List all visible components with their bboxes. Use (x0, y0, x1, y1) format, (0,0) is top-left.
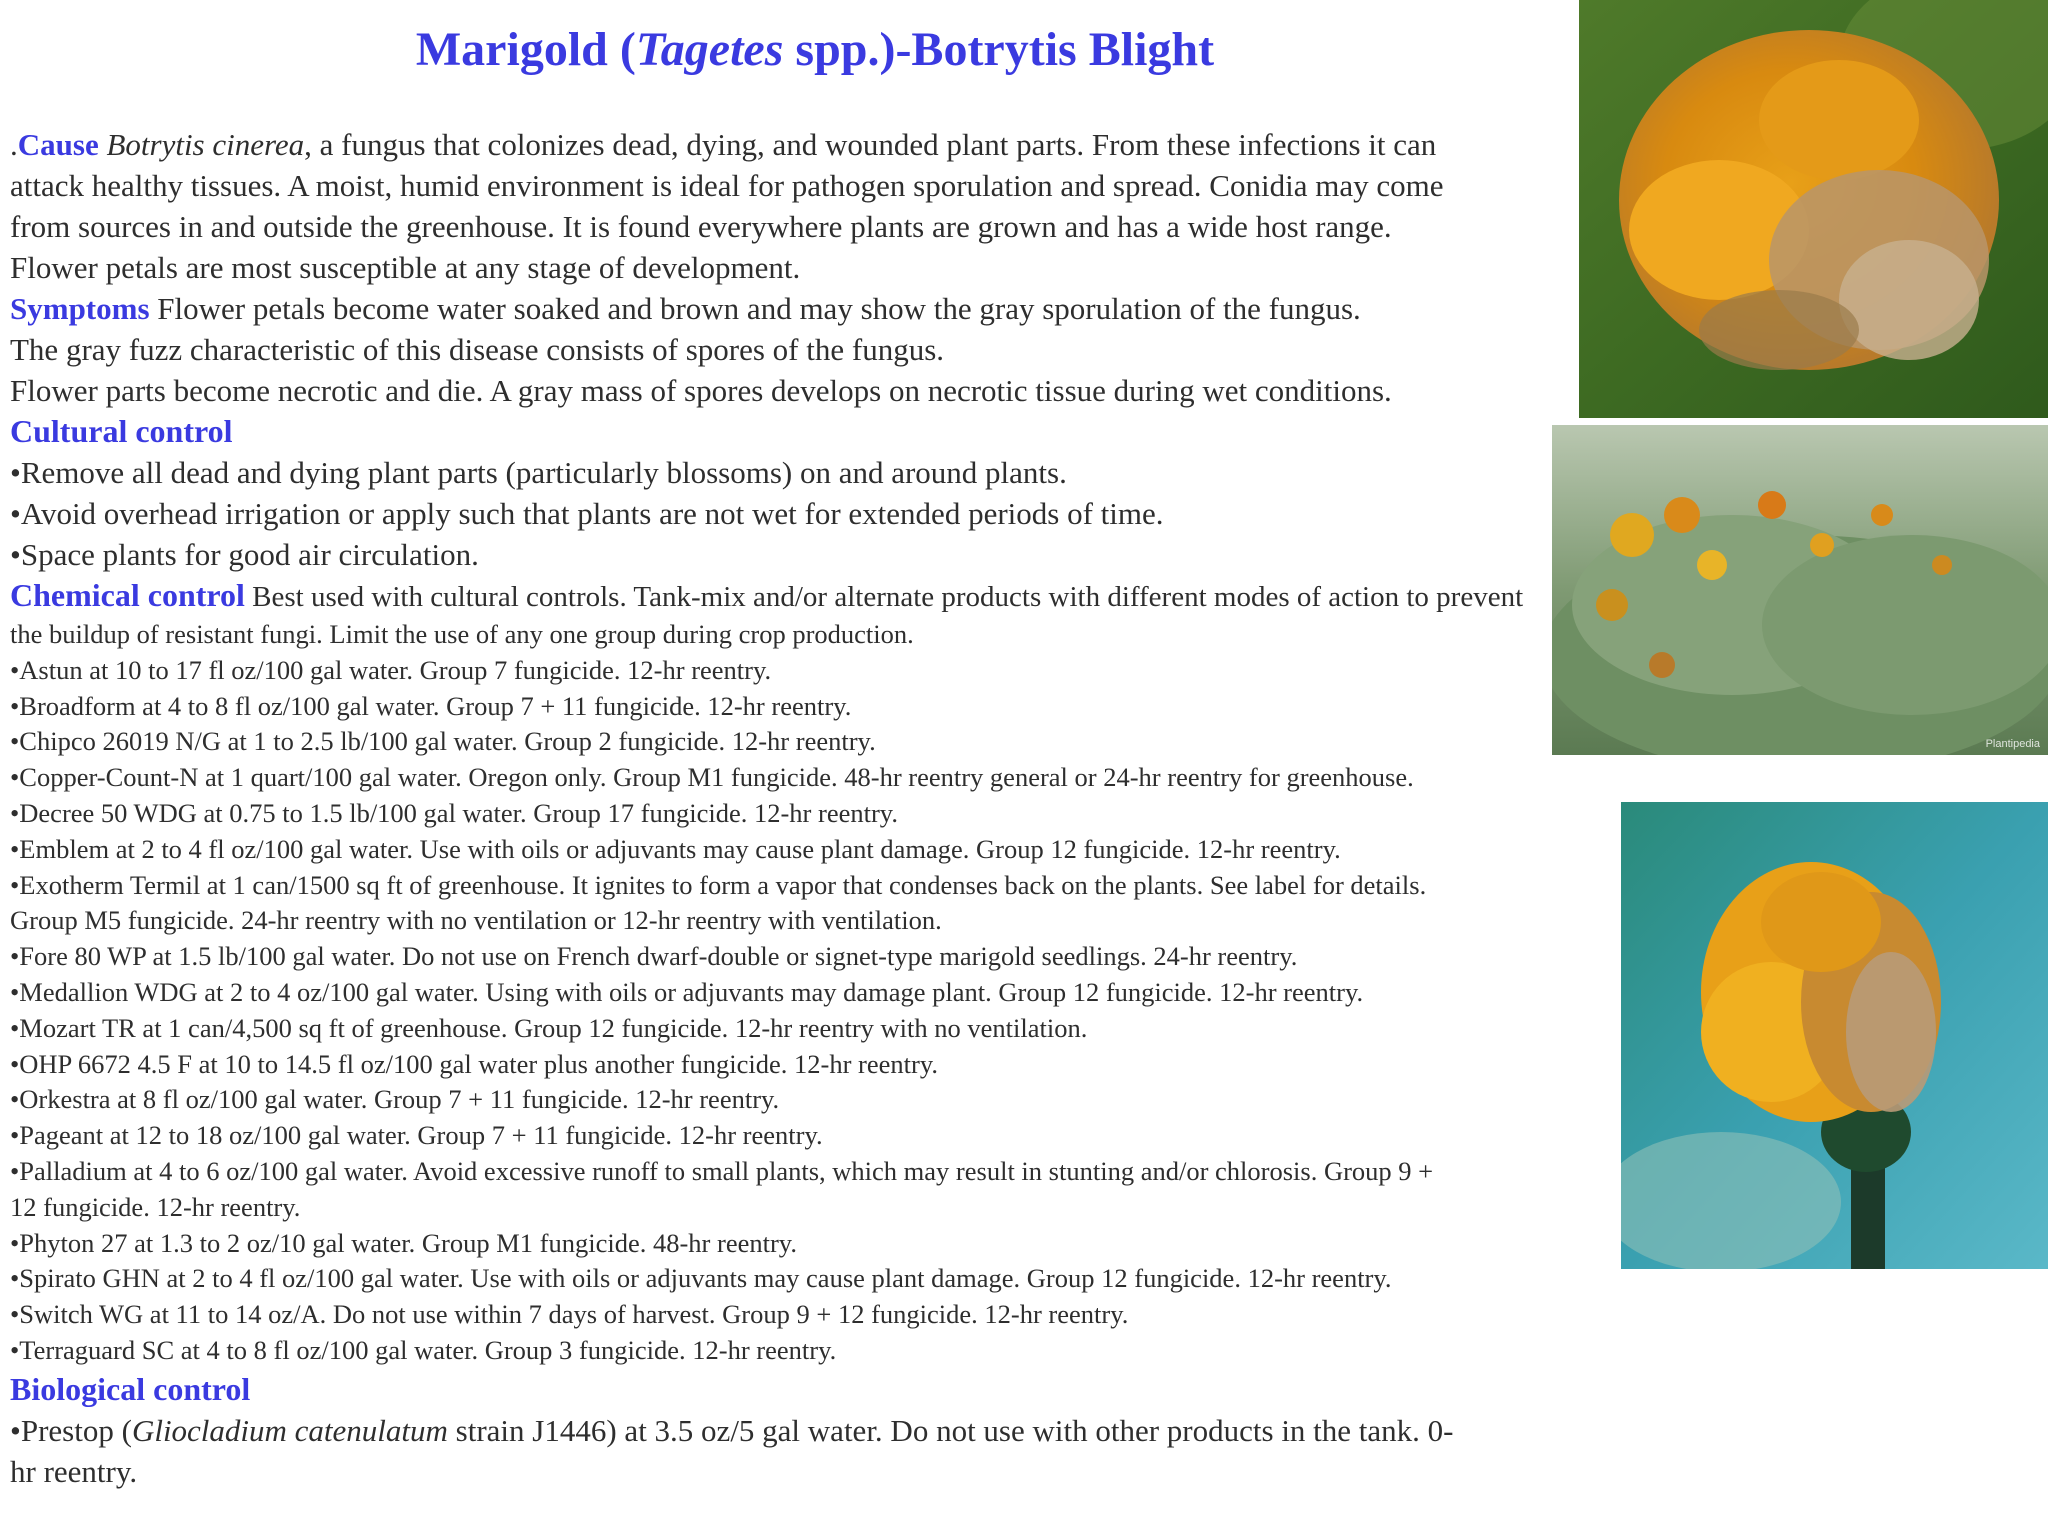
content-column (10, 124, 1610, 1492)
cause-line-4: Flower petals are most susceptible at any stage of development. (10, 250, 801, 285)
cause-section (10, 124, 1610, 288)
fungicide-line: •Palladium at 4 to 6 oz/100 gal water. Avoid excessive runoff to small plants, which may result in stunting and/or chlorosis. Group 9 + (10, 1155, 1434, 1186)
fungicide-line: •Switch WG at 11 to 14 oz/A. Do not use within 7 days of harvest. Group 9 + 12 fungicide. 12-hr reentry. (10, 1299, 1129, 1330)
symptoms-line-2: The gray fuzz characteristic of this disease consists of spores of the fungus. (10, 332, 945, 367)
organism-name: Gliocladium catenulatum (131, 1412, 448, 1448)
photo-blighted-flower-side (1621, 802, 2048, 1269)
photo-blighted-flower-closeup (1579, 0, 2048, 418)
biological-control-section (10, 1369, 1610, 1492)
biological-line-2: hr reentry. (10, 1453, 138, 1489)
page-title: Marigold (Tagetes spp.)-Botrytis Blight (415, 23, 1215, 76)
fungicide-line: •Terraguard SC at 4 to 8 fl oz/100 gal water. Group 3 fungicide. 12-hr reentry. (10, 1334, 837, 1365)
symptoms-heading: Symptoms (10, 291, 150, 326)
fungicide-line: 12 fungicide. 12-hr reentry. (10, 1191, 301, 1222)
fungicide-line: Group M5 fungicide. 24-hr reentry with no ventilation or 12-hr reentry with ventilation. (10, 905, 942, 936)
chemical-intro-line-1: Chemical control Best used with cultural controls. Tank-mix and/or alternate products with different modes of action to prevent (10, 577, 1524, 613)
chemical-intro-line-2: the buildup of resistant fungi. Limit the use of any one group during crop production. (10, 619, 914, 649)
cultural-control-section (10, 411, 1610, 575)
fungicide-line: •Pageant at 12 to 18 oz/100 gal water. Group 7 + 11 fungicide. 12-hr reentry. (10, 1120, 823, 1151)
fungicide-line: •Phyton 27 at 1.3 to 2 oz/10 gal water. Group M1 fungicide. 48-hr reentry. (10, 1227, 797, 1258)
symptoms-line-1: Symptoms Flower petals become water soaked and brown and may show the gray sporulation of the fungus. (10, 291, 1361, 326)
title-genus: Tagetes (635, 23, 784, 76)
chemical-control-heading: Chemical control (10, 577, 245, 613)
list-item: •Space plants for good air circulation. (10, 537, 479, 572)
photo-marigold-plants (1552, 425, 2048, 755)
fungicide-line: •Mozart TR at 1 can/4,500 sq ft of greenhouse. Group 12 fungicide. 12-hr reentry with no ventilation. (10, 1012, 1088, 1043)
fungicide-line: •Medallion WDG at 2 to 4 oz/100 gal water. Using with oils or adjuvants may damage plant. Group 12 fungicide. 12-hr reentry. (10, 976, 1364, 1007)
cause-line-1: .Cause Botrytis cinerea, a fungus that colonizes dead, dying, and wounded plant parts. From these infections it can (10, 127, 1437, 162)
fungicide-line: •Orkestra at 8 fl oz/100 gal water. Group 7 + 11 fungicide. 12-hr reentry. (10, 1084, 780, 1115)
list-item: •Remove all dead and dying plant parts (particularly blossoms) on and around plants. (10, 455, 1067, 490)
fungicide-line: •Emblem at 2 to 4 fl oz/100 gal water. Use with oils or adjuvants may cause plant damage. Group 12 fungicide. 12-hr reentry. (10, 833, 1341, 864)
pathogen-name: Botrytis cinerea (106, 127, 305, 162)
fungicide-line: •Exotherm Termil at 1 can/1500 sq ft of greenhouse. It ignites to form a vapor that condenses back on the plants. See label for details. (10, 869, 1427, 900)
biological-control-heading: Biological control (10, 1370, 251, 1407)
fungicide-line: •Fore 80 WP at 1.5 lb/100 gal water. Do not use on French dwarf-double or signet-type marigold seedlings. 24-hr reentry. (10, 941, 1298, 972)
list-item: •Avoid overhead irrigation or apply such that plants are not wet for extended periods of time. (10, 496, 1164, 531)
fungicide-line: •Copper-Count-N at 1 quart/100 gal water. Oregon only. Group M1 fungicide. 48-hr reentry general or 24-hr reentry for greenhouse. (10, 762, 1414, 793)
cultural-control-heading: Cultural control (10, 413, 233, 449)
chemical-control-section (10, 575, 1610, 1369)
fungicide-line: •Astun at 10 to 17 fl oz/100 gal water. Group 7 fungicide. 12-hr reentry. (10, 654, 772, 685)
cause-line-2: attack healthy tissues. A moist, humid environment is ideal for pathogen sporulation and spread. Conidia may come (10, 168, 1444, 203)
fungicide-line: •Spirato GHN at 2 to 4 fl oz/100 gal water. Use with oils or adjuvants may cause plant damage. Group 12 fungicide. 12-hr reentry. (10, 1263, 1392, 1294)
cause-heading: Cause (17, 127, 99, 162)
fungicide-line: •Decree 50 WDG at 0.75 to 1.5 lb/100 gal water. Group 17 fungicide. 12-hr reentry. (10, 797, 898, 828)
photo-watermark: Plantipedia (1985, 738, 2040, 750)
fungicide-list (10, 653, 1610, 1369)
fungicide-line: •Chipco 26019 N/G at 1 to 2.5 lb/100 gal water. Group 2 fungicide. 12-hr reentry. (10, 726, 876, 757)
biological-line-1: •Prestop (Gliocladium catenulatum strain J1446) at 3.5 oz/5 gal water. Do not use with other products in the tank. 0- (10, 1412, 1454, 1448)
fungicide-line: •Broadform at 4 to 8 fl oz/100 gal water. Group 7 + 11 fungicide. 12-hr reentry. (10, 690, 852, 721)
symptoms-line-3: Flower parts become necrotic and die. A gray mass of spores develops on necrotic tissue during wet conditions. (10, 373, 1392, 408)
fungicide-line: •OHP 6672 4.5 F at 10 to 14.5 fl oz/100 gal water plus another fungicide. 12-hr reentry. (10, 1048, 938, 1079)
cause-line-3: from sources in and outside the greenhouse. It is found everywhere plants are grown and has a wide host range. (10, 209, 1392, 244)
symptoms-section (10, 288, 1610, 411)
